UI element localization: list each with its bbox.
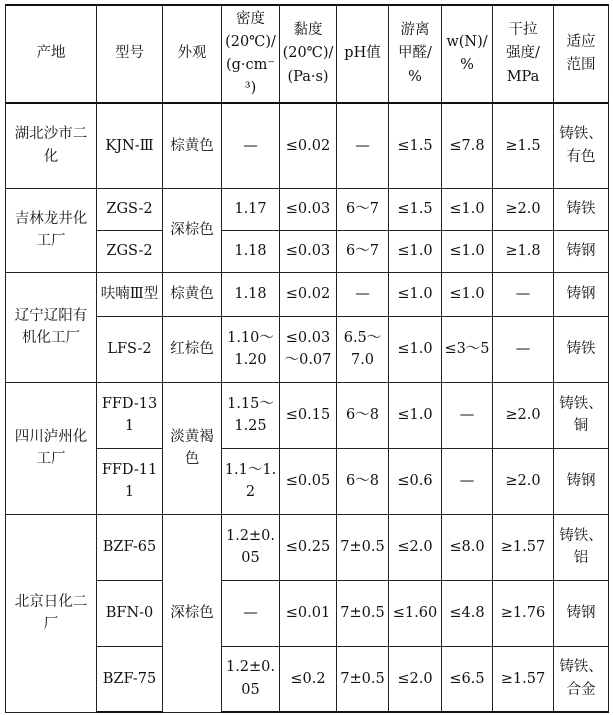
cell-ph: —	[337, 103, 389, 188]
header-formaldehyde-line: %	[408, 68, 422, 85]
cell-viscosity: ≤0.02	[280, 103, 337, 188]
table-row	[6, 448, 609, 514]
cell-nitrogen: ≤1.0	[442, 230, 493, 272]
cell-formaldehyde: ≤1.0	[389, 272, 442, 316]
cell-scope: 铸铁、铝	[554, 514, 609, 580]
cell-ph: 6.5～7.0	[337, 316, 389, 382]
header-nitrogen-line: %	[460, 57, 474, 73]
header-row	[6, 5, 609, 103]
cell-origin: 北京日化二厂	[6, 514, 97, 712]
table-row	[6, 514, 609, 580]
cell-strength: ≥1.76	[493, 580, 554, 646]
cell-origin: 吉林龙井化工厂	[6, 188, 97, 272]
cell-ph: 6～8	[337, 448, 389, 514]
cell-scope: 铸铁	[554, 316, 609, 382]
cell-strength: ≥1.5	[493, 103, 554, 188]
cell-nitrogen: ≤8.0	[442, 514, 493, 580]
cell-strength: ≥1.8	[493, 230, 554, 272]
cell-formaldehyde: ≤1.0	[389, 382, 442, 448]
resin-spec-table	[5, 4, 609, 713]
cell-ph: 7±0.5	[337, 580, 389, 646]
cell-density: 1.1～1.2	[222, 448, 280, 514]
header-scope	[554, 5, 609, 103]
header-density-line: (g·cm⁻³)	[225, 57, 276, 97]
cell-scope: 铸钢	[554, 580, 609, 646]
cell-origin: 湖北沙市二化	[6, 103, 97, 188]
cell-viscosity: ≤0.03～0.07	[280, 316, 337, 382]
header-ph: pH值	[337, 5, 389, 103]
header-density	[222, 5, 280, 103]
cell-formaldehyde: ≤1.5	[389, 103, 442, 188]
cell-appearance: 棕黄色	[163, 272, 222, 316]
cell-model: BFN-0	[97, 580, 163, 646]
table-row	[6, 272, 609, 316]
cell-strength: ≥2.0	[493, 448, 554, 514]
table-row	[6, 103, 609, 188]
cell-nitrogen: ≤7.8	[442, 103, 493, 188]
cell-density: —	[222, 103, 280, 188]
cell-strength: ≥2.0	[493, 382, 554, 448]
cell-ph: 6～7	[337, 230, 389, 272]
cell-viscosity: ≤0.05	[280, 448, 337, 514]
cell-model: ZGS-2	[97, 188, 163, 230]
header-strength-line: 强度/	[506, 45, 540, 62]
cell-viscosity: ≤0.25	[280, 514, 337, 580]
cell-scope: 铸铁、有色	[554, 103, 609, 188]
header-formaldehyde	[389, 5, 442, 103]
cell-density: 1.18	[222, 230, 280, 272]
cell-scope: 铸铁、合金	[554, 646, 609, 712]
cell-formaldehyde: ≤1.5	[389, 188, 442, 230]
cell-strength: ≥1.57	[493, 514, 554, 580]
cell-nitrogen: ≤3～5	[442, 316, 493, 382]
cell-density: —	[222, 580, 280, 646]
cell-density: 1.2±0.05	[222, 646, 280, 712]
cell-ph: —	[337, 272, 389, 316]
header-strength-line: MPa	[506, 68, 540, 85]
header-strength	[493, 5, 554, 103]
cell-formaldehyde: ≤1.0	[389, 230, 442, 272]
table-row	[6, 646, 609, 712]
cell-scope: 铸钢	[554, 230, 609, 272]
header-appearance: 外观	[163, 5, 222, 103]
cell-model: FFD-131	[97, 382, 163, 448]
cell-density: 1.2±0.05	[222, 514, 280, 580]
cell-density: 1.15～1.25	[222, 382, 280, 448]
header-origin: 产地	[6, 5, 97, 103]
cell-formaldehyde: ≤2.0	[389, 514, 442, 580]
header-density-line: (20℃)/	[225, 33, 276, 50]
table-row	[6, 230, 609, 272]
cell-strength: ≥2.0	[493, 188, 554, 230]
cell-ph: 6～8	[337, 382, 389, 448]
cell-density: 1.17	[222, 188, 280, 230]
header-viscosity-line: 黏度	[293, 22, 323, 39]
table-row	[6, 580, 609, 646]
cell-nitrogen: —	[442, 382, 493, 448]
cell-strength: —	[493, 316, 554, 382]
cell-ph: 7±0.5	[337, 514, 389, 580]
header-strength-line: 干拉	[508, 22, 538, 39]
header-formaldehyde-line: 甲醛/	[398, 45, 432, 62]
cell-ph: 7±0.5	[337, 646, 389, 712]
cell-origin: 四川泸州化工厂	[6, 382, 97, 514]
cell-nitrogen: ≤6.5	[442, 646, 493, 712]
cell-scope: 铸铁、铜	[554, 382, 609, 448]
cell-viscosity: ≤0.03	[280, 188, 337, 230]
header-formaldehyde-line: 游离	[400, 22, 430, 39]
header-scope-line: 适应	[566, 33, 596, 50]
cell-formaldehyde: ≤2.0	[389, 646, 442, 712]
header-viscosity-line: (Pa·s)	[287, 68, 329, 85]
cell-model: KJN-Ⅲ	[97, 103, 163, 188]
cell-model: LFS-2	[97, 316, 163, 382]
cell-viscosity: ≤0.01	[280, 580, 337, 646]
cell-formaldehyde: ≤1.60	[389, 580, 442, 646]
cell-model: BZF-75	[97, 646, 163, 712]
table-row	[6, 188, 609, 230]
cell-origin: 辽宁辽阳有机化工厂	[6, 272, 97, 382]
cell-model: BZF-65	[97, 514, 163, 580]
cell-viscosity: ≤0.2	[280, 646, 337, 712]
cell-appearance: 红棕色	[163, 316, 222, 382]
cell-nitrogen: ≤4.8	[442, 580, 493, 646]
cell-model: ZGS-2	[97, 230, 163, 272]
cell-formaldehyde: ≤0.6	[389, 448, 442, 514]
header-nitrogen	[442, 5, 493, 103]
header-viscosity-line: (20℃)/	[282, 45, 334, 62]
header-nitrogen-line: w(N)/	[446, 33, 488, 50]
cell-model: FFD-111	[97, 448, 163, 514]
cell-appearance: 深棕色	[163, 514, 222, 712]
header-viscosity	[280, 5, 337, 103]
cell-model: 呋喃Ⅲ型	[97, 272, 163, 316]
table-row	[6, 316, 609, 382]
cell-viscosity: ≤0.15	[280, 382, 337, 448]
cell-scope: 铸铁	[554, 188, 609, 230]
cell-nitrogen: —	[442, 448, 493, 514]
header-density-line: 密度	[236, 10, 265, 27]
cell-appearance: 淡黄褐色	[163, 382, 222, 514]
cell-viscosity: ≤0.03	[280, 230, 337, 272]
cell-scope: 铸钢	[554, 448, 609, 514]
cell-nitrogen: ≤1.0	[442, 188, 493, 230]
cell-density: 1.18	[222, 272, 280, 316]
cell-nitrogen: ≤1.0	[442, 272, 493, 316]
table-row	[6, 382, 609, 448]
cell-density: 1.10～1.20	[222, 316, 280, 382]
cell-appearance: 棕黄色	[163, 103, 222, 188]
cell-ph: 6～7	[337, 188, 389, 230]
cell-viscosity: ≤0.02	[280, 272, 337, 316]
header-scope-line: 范围	[566, 57, 596, 73]
cell-formaldehyde: ≤1.0	[389, 316, 442, 382]
cell-strength: —	[493, 272, 554, 316]
header-model: 型号	[97, 5, 163, 103]
cell-appearance: 深棕色	[163, 188, 222, 272]
cell-scope: 铸钢	[554, 272, 609, 316]
cell-strength: ≥1.57	[493, 646, 554, 712]
